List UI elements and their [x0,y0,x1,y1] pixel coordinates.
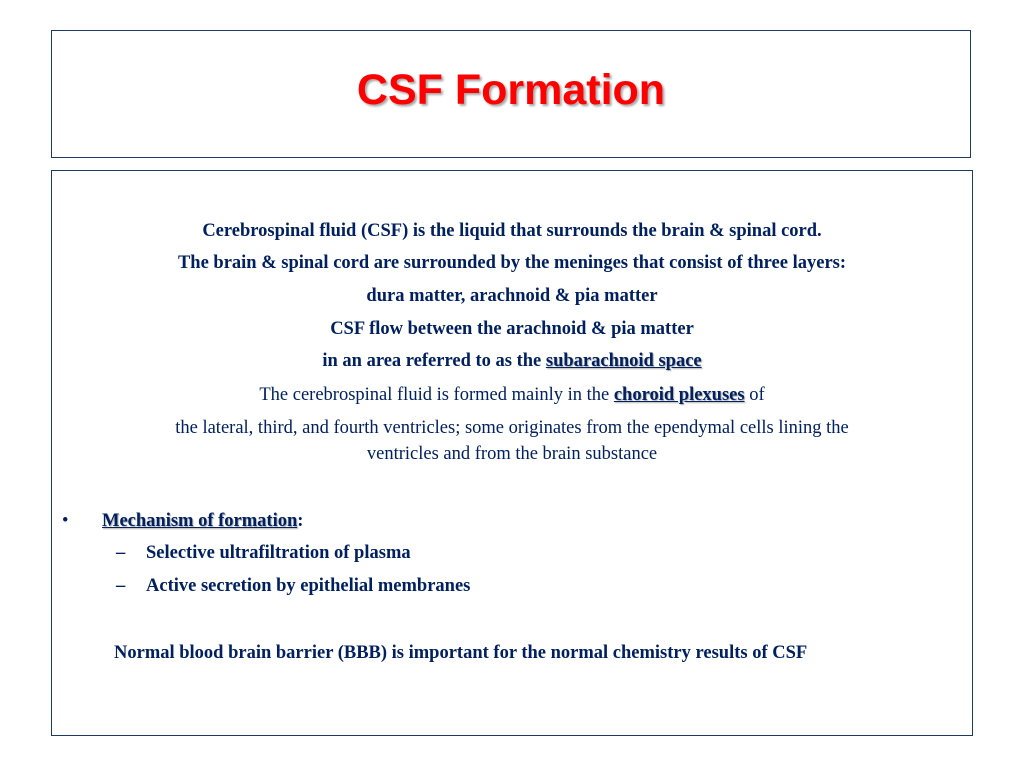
line-choroid [60,382,964,408]
term-mechanism-of-formation: Mechanism of formation [102,511,298,531]
term-subarachnoid-space: subarachnoid space [545,351,702,371]
line-brain-substance: ventricles and from the brain substance [366,444,658,464]
title-box [51,30,971,158]
line-choroid-prefix: The cerebrospinal fluid is formed mainly in the [259,385,614,405]
bullet-mechanism-label [102,508,303,534]
slide-title: CSF Formation [356,66,666,114]
note-bbb: Normal blood brain barrier (BBB) is important for the normal chemistry results of CSF [114,643,808,663]
line-meninges: The brain & spinal cord are surrounded by the meninges that consist of three layers: [177,253,847,273]
line-subarachnoid-prefix: in an area referred to as the [322,351,546,371]
bullet-icon: • [62,511,69,531]
bullet-mechanism-suffix: : [297,511,304,531]
dash-icon: – [116,576,126,596]
dash-icon: – [116,543,126,563]
line-subarachnoid [60,348,964,374]
slide-content [52,171,972,735]
line-ventricles: the lateral, third, and fourth ventricles; some originates from the ependymal cells lining the [175,418,849,438]
sub-item-label: Selective ultrafiltration of plasma [146,543,411,563]
line-csf-flow: CSF flow between the arachnoid & pia matter [330,319,694,339]
content-box [51,170,973,736]
line-layers: dura matter, arachnoid & pia matter [366,286,658,306]
sub-item-label: Active secretion by epithelial membranes [146,576,471,596]
line-csf-definition: Cerebrospinal fluid (CSF) is the liquid that surrounds the brain & spinal cord. [202,221,822,241]
term-choroid-plexuses: choroid plexuses [613,385,745,405]
line-choroid-suffix: of [744,385,765,405]
